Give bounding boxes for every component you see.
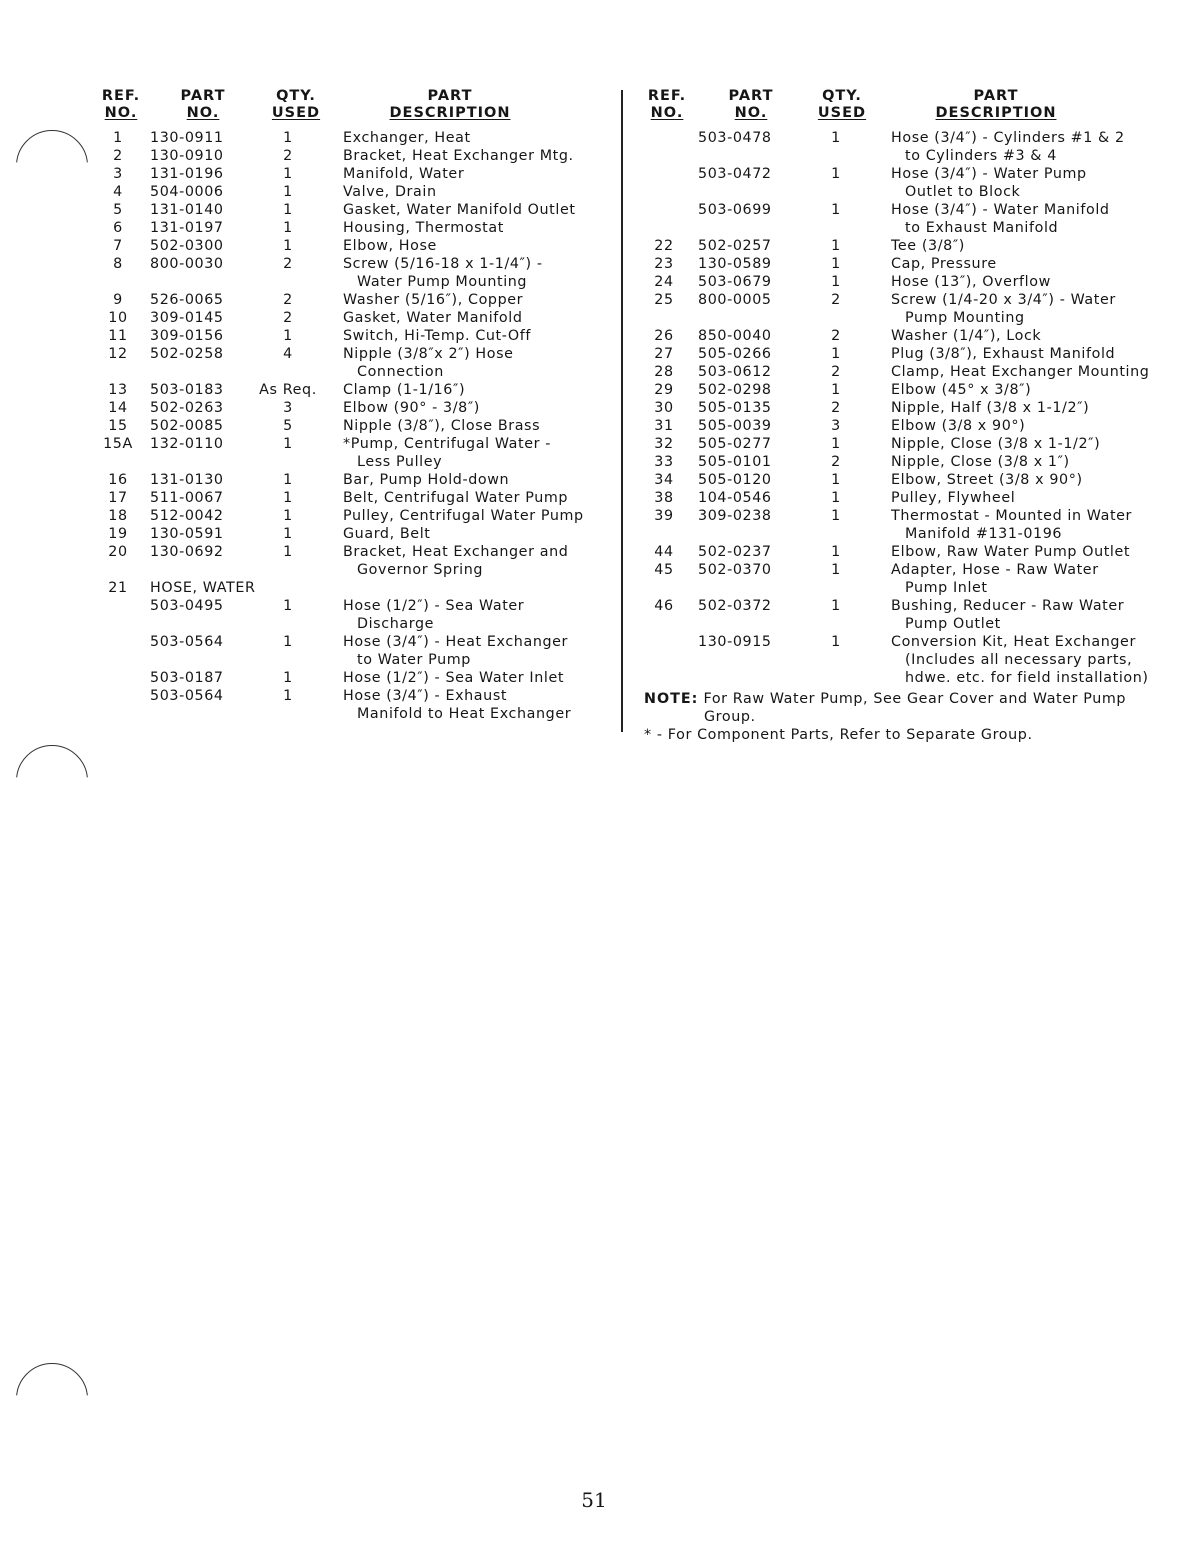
- table-row: [644, 166, 1174, 202]
- ref-no: 12: [108, 346, 128, 362]
- qty-used: 2: [831, 454, 841, 470]
- table-row: [644, 418, 1174, 436]
- qty-used: 1: [283, 526, 293, 542]
- qty-used: 2: [283, 256, 293, 272]
- qty-used: 1: [831, 508, 841, 524]
- ref-no: 4: [113, 184, 123, 200]
- header-qty: QTY. USED: [271, 88, 321, 121]
- part-no: 502-0257: [698, 238, 772, 254]
- ref-no: 9: [113, 292, 123, 308]
- part-description: Gasket, Water Manifold: [343, 310, 523, 326]
- part-no: 130-0911: [150, 130, 224, 146]
- rows-right: [644, 130, 1174, 688]
- ref-no: 15A: [103, 436, 133, 452]
- part-description-cont: hdwe. etc. for field installation): [905, 670, 1149, 686]
- part-description: Exchanger, Heat: [343, 130, 471, 146]
- ref-no: 30: [654, 400, 674, 416]
- part-description-cont: to Exhaust Manifold: [905, 220, 1059, 236]
- part-description: Clamp, Heat Exchanger Mounting: [891, 364, 1150, 380]
- table-row: [644, 292, 1174, 328]
- part-description: Tee (3/8″): [891, 238, 965, 254]
- ref-no: 39: [654, 508, 674, 524]
- table-row: [644, 130, 1174, 166]
- part-description: Pulley, Centrifugal Water Pump: [343, 508, 584, 524]
- part-no: 104-0546: [698, 490, 772, 506]
- qty-used: 1: [831, 256, 841, 272]
- qty-used: 1: [283, 436, 293, 452]
- part-no: 503-0564: [150, 634, 224, 650]
- part-no: 502-0370: [698, 562, 772, 578]
- qty-used: 1: [831, 544, 841, 560]
- qty-used: 1: [283, 238, 293, 254]
- part-no: 503-0183: [150, 382, 224, 398]
- part-no: 503-0187: [150, 670, 224, 686]
- ref-no: 24: [654, 274, 674, 290]
- qty-used: 1: [283, 508, 293, 524]
- ref-no: 18: [108, 508, 128, 524]
- table-row: [98, 382, 618, 400]
- table-row: [644, 382, 1174, 400]
- part-description: Elbow (90° - 3/8″): [343, 400, 480, 416]
- qty-used: As Req.: [259, 382, 317, 398]
- part-description-cont: Connection: [357, 364, 444, 380]
- part-no: 130-0915: [698, 634, 772, 650]
- qty-used: 1: [283, 202, 293, 218]
- qty-used: 1: [283, 688, 293, 704]
- part-no: 505-0266: [698, 346, 772, 362]
- part-description: Cap, Pressure: [891, 256, 997, 272]
- part-description: Hose (3/4″) - Water Pump: [891, 166, 1087, 182]
- table-row: [644, 508, 1174, 544]
- table-row: [98, 508, 618, 526]
- part-no: 503-0679: [698, 274, 772, 290]
- ref-no: 46: [654, 598, 674, 614]
- ref-no: 26: [654, 328, 674, 344]
- ref-no: 16: [108, 472, 128, 488]
- part-description: Hose (1/2″) - Sea Water: [343, 598, 525, 614]
- part-description-cont: Discharge: [357, 616, 435, 632]
- table-row: [98, 490, 618, 508]
- ref-no: 20: [108, 544, 128, 560]
- part-description: Gasket, Water Manifold Outlet: [343, 202, 576, 218]
- part-no: 505-0277: [698, 436, 772, 452]
- page-number: 51: [581, 1488, 607, 1512]
- parts-table-right: [644, 88, 1174, 744]
- part-description: Bushing, Reducer - Raw Water: [891, 598, 1125, 614]
- qty-used: 2: [831, 364, 841, 380]
- table-row: [644, 328, 1174, 346]
- qty-used: 2: [283, 148, 293, 164]
- qty-used: 1: [831, 382, 841, 398]
- part-description: Guard, Belt: [343, 526, 431, 542]
- part-no: 503-0478: [698, 130, 772, 146]
- table-row: [98, 310, 618, 328]
- qty-used: 2: [831, 328, 841, 344]
- part-description-cont: Pump Outlet: [905, 616, 1001, 632]
- punch-hole-top: [16, 130, 88, 202]
- qty-used: 1: [831, 634, 841, 650]
- table-row: [98, 292, 618, 310]
- ref-no: 2: [113, 148, 123, 164]
- part-description: Adapter, Hose - Raw Water: [891, 562, 1099, 578]
- part-description: Elbow, Street (3/8 x 90°): [891, 472, 1083, 488]
- part-no: 800-0005: [698, 292, 772, 308]
- part-description: Elbow, Hose: [343, 238, 437, 254]
- qty-used: 1: [831, 598, 841, 614]
- qty-used: 1: [283, 328, 293, 344]
- table-row: [98, 472, 618, 490]
- table-row: [644, 472, 1174, 490]
- qty-used: 1: [831, 472, 841, 488]
- qty-used: 1: [831, 274, 841, 290]
- ref-no: 17: [108, 490, 128, 506]
- part-no: 131-0197: [150, 220, 224, 236]
- header-description: PART DESCRIPTION: [389, 88, 511, 121]
- part-description: Hose (3/4″) - Heat Exchanger: [343, 634, 569, 650]
- table-row: [98, 688, 618, 724]
- part-description: Conversion Kit, Heat Exchanger: [891, 634, 1136, 650]
- qty-used: 2: [831, 400, 841, 416]
- ref-no: 29: [654, 382, 674, 398]
- part-description: Plug (3/8″), Exhaust Manifold: [891, 346, 1116, 362]
- header-ref: REF. NO.: [101, 88, 141, 121]
- table-row: [644, 364, 1174, 382]
- header-part-no: PART NO.: [728, 88, 774, 121]
- table-row: [644, 346, 1174, 364]
- table-row: [98, 580, 618, 598]
- part-no: 131-0140: [150, 202, 224, 218]
- ref-no: 15: [108, 418, 128, 434]
- part-no: 131-0196: [150, 166, 224, 182]
- table-header-right: [644, 88, 1174, 130]
- part-description: Washer (1/4″), Lock: [891, 328, 1042, 344]
- part-no: 503-0472: [698, 166, 772, 182]
- qty-used: 4: [283, 346, 293, 362]
- part-description-cont: Manifold to Heat Exchanger: [357, 706, 572, 722]
- part-description: Bar, Pump Hold-down: [343, 472, 510, 488]
- ref-no: 5: [113, 202, 123, 218]
- ref-no: 27: [654, 346, 674, 362]
- table-row: [98, 598, 618, 634]
- punch-hole-bottom: [16, 1363, 88, 1435]
- ref-no: 28: [654, 364, 674, 380]
- table-row: [644, 454, 1174, 472]
- qty-used: 1: [831, 490, 841, 506]
- note-label: NOTE:: [644, 691, 699, 707]
- table-row: [98, 526, 618, 544]
- part-description: Bracket, Heat Exchanger and: [343, 544, 569, 560]
- ref-no: 13: [108, 382, 128, 398]
- table-row: [644, 490, 1174, 508]
- ref-no: 44: [654, 544, 674, 560]
- part-no: 309-0238: [698, 508, 772, 524]
- part-no: 800-0030: [150, 256, 224, 272]
- part-no: 512-0042: [150, 508, 224, 524]
- footnote: * - For Component Parts, Refer to Separate Group.: [644, 727, 1033, 743]
- rows-left: [98, 130, 618, 724]
- part-no: 309-0156: [150, 328, 224, 344]
- part-no: 130-0589: [698, 256, 772, 272]
- table-row: [98, 166, 618, 184]
- part-description: Manifold, Water: [343, 166, 465, 182]
- qty-used: 1: [283, 490, 293, 506]
- part-no: 503-0612: [698, 364, 772, 380]
- table-row: [644, 256, 1174, 274]
- part-description-cont: Outlet to Block: [905, 184, 1021, 200]
- note-block: [644, 690, 1174, 744]
- part-no: 505-0120: [698, 472, 772, 488]
- ref-no: 10: [108, 310, 128, 326]
- part-description: Thermostat - Mounted in Water: [891, 508, 1133, 524]
- part-no: 511-0067: [150, 490, 224, 506]
- part-description: Washer (5/16″), Copper: [343, 292, 524, 308]
- part-description-cont: Less Pulley: [357, 454, 443, 470]
- part-no: 502-0298: [698, 382, 772, 398]
- punch-hole-middle: [16, 745, 88, 817]
- qty-used: 3: [283, 400, 293, 416]
- part-description: Nipple, Half (3/8 x 1-1/2″): [891, 400, 1090, 416]
- part-description: Clamp (1-1/16″): [343, 382, 466, 398]
- table-row: [98, 220, 618, 238]
- part-no: 505-0135: [698, 400, 772, 416]
- part-description: Pulley, Flywheel: [891, 490, 1016, 506]
- part-description: Screw (5/16-18 x 1-1/4″) -: [343, 256, 543, 272]
- part-no: 502-0085: [150, 418, 224, 434]
- table-row: [644, 238, 1174, 256]
- table-row: [98, 148, 618, 166]
- part-description: Screw (1/4-20 x 3/4″) - Water: [891, 292, 1116, 308]
- part-no: 132-0110: [150, 436, 224, 452]
- part-description: Hose (13″), Overflow: [891, 274, 1051, 290]
- part-no: 503-0699: [698, 202, 772, 218]
- part-no: 502-0237: [698, 544, 772, 560]
- table-row: [98, 634, 618, 670]
- qty-used: 1: [283, 598, 293, 614]
- qty-used: 5: [283, 418, 293, 434]
- note-text-cont: Group.: [704, 709, 756, 725]
- column-divider: [621, 90, 623, 732]
- table-row: [98, 346, 618, 382]
- qty-used: 1: [831, 346, 841, 362]
- table-row: [98, 256, 618, 292]
- part-description: Hose (1/2″) - Sea Water Inlet: [343, 670, 565, 686]
- part-description: Elbow (3/8 x 90°): [891, 418, 1026, 434]
- part-description-cont: Pump Mounting: [905, 310, 1025, 326]
- table-row: [644, 598, 1174, 634]
- part-description: Hose (3/4″) - Water Manifold: [891, 202, 1110, 218]
- table-header-left: [98, 88, 618, 130]
- table-row: [98, 328, 618, 346]
- qty-used: 1: [283, 184, 293, 200]
- qty-used: 1: [283, 670, 293, 686]
- part-no: 502-0263: [150, 400, 224, 416]
- table-row: [644, 436, 1174, 454]
- part-no: 505-0101: [698, 454, 772, 470]
- part-no: 130-0910: [150, 148, 224, 164]
- table-row: [644, 562, 1174, 598]
- ref-no: 22: [654, 238, 674, 254]
- ref-no: 25: [654, 292, 674, 308]
- qty-used: 3: [831, 418, 841, 434]
- part-description: Nipple, Close (3/8 x 1″): [891, 454, 1070, 470]
- ref-no: 7: [113, 238, 123, 254]
- qty-used: 1: [283, 220, 293, 236]
- qty-used: 2: [831, 292, 841, 308]
- part-no: 502-0372: [698, 598, 772, 614]
- table-row: [98, 670, 618, 688]
- part-description-cont: to Cylinders #3 & 4: [905, 148, 1057, 164]
- qty-used: 1: [831, 436, 841, 452]
- part-description: *Pump, Centrifugal Water -: [343, 436, 551, 452]
- qty-used: 1: [831, 562, 841, 578]
- header-qty: QTY. USED: [817, 88, 867, 121]
- qty-used: 1: [283, 634, 293, 650]
- part-description: Switch, Hi-Temp. Cut-Off: [343, 328, 532, 344]
- table-row: [644, 274, 1174, 292]
- qty-used: 2: [283, 310, 293, 326]
- part-description: Valve, Drain: [343, 184, 437, 200]
- ref-no: 8: [113, 256, 123, 272]
- part-no: 131-0130: [150, 472, 224, 488]
- ref-no: 45: [654, 562, 674, 578]
- part-no: 502-0300: [150, 238, 224, 254]
- part-description: Nipple (3/8″x 2″) Hose: [343, 346, 514, 362]
- part-no: 130-0692: [150, 544, 224, 560]
- ref-no: 6: [113, 220, 123, 236]
- ref-no: 11: [108, 328, 128, 344]
- part-no: 130-0591: [150, 526, 224, 542]
- ref-no: 19: [108, 526, 128, 542]
- note-text: For Raw Water Pump, See Gear Cover and Water Pump: [703, 691, 1127, 707]
- part-description-cont: Water Pump Mounting: [357, 274, 528, 290]
- table-row: [98, 436, 618, 472]
- qty-used: 1: [283, 472, 293, 488]
- part-no: 502-0258: [150, 346, 224, 362]
- header-part-no: PART NO.: [180, 88, 226, 121]
- table-row: [98, 238, 618, 256]
- part-description: Hose (3/4″) - Cylinders #1 & 2: [891, 130, 1125, 146]
- ref-no: 34: [654, 472, 674, 488]
- ref-no: 21: [108, 580, 128, 596]
- part-description-cont: Pump Inlet: [905, 580, 988, 596]
- table-row: [98, 400, 618, 418]
- ref-no: 38: [654, 490, 674, 506]
- qty-used: 1: [283, 166, 293, 182]
- part-no: 504-0006: [150, 184, 224, 200]
- header-ref: REF. NO.: [647, 88, 687, 121]
- part-no: 850-0040: [698, 328, 772, 344]
- part-description: Housing, Thermostat: [343, 220, 504, 236]
- part-description-cont: Manifold #131-0196: [905, 526, 1063, 542]
- ref-no: 31: [654, 418, 674, 434]
- qty-used: 1: [283, 130, 293, 146]
- ref-no: 14: [108, 400, 128, 416]
- part-no: 505-0039: [698, 418, 772, 434]
- table-row: [644, 202, 1174, 238]
- table-row: [98, 202, 618, 220]
- part-no: 503-0495: [150, 598, 224, 614]
- part-description: Elbow, Raw Water Pump Outlet: [891, 544, 1131, 560]
- qty-used: 1: [831, 130, 841, 146]
- part-description-cont: to Water Pump: [357, 652, 471, 668]
- parts-table-left: [98, 88, 618, 724]
- ref-no: 3: [113, 166, 123, 182]
- table-row: [98, 130, 618, 148]
- part-no: 526-0065: [150, 292, 224, 308]
- table-row: [644, 634, 1174, 688]
- qty-used: 1: [831, 238, 841, 254]
- part-description: Hose (3/4″) - Exhaust: [343, 688, 508, 704]
- qty-used: 1: [831, 202, 841, 218]
- part-description: Nipple, Close (3/8 x 1-1/2″): [891, 436, 1101, 452]
- part-description: Belt, Centrifugal Water Pump: [343, 490, 569, 506]
- qty-used: 1: [831, 166, 841, 182]
- table-row: [644, 544, 1174, 562]
- table-row: [644, 400, 1174, 418]
- part-description: Bracket, Heat Exchanger Mtg.: [343, 148, 574, 164]
- qty-used: 1: [283, 544, 293, 560]
- ref-no: 1: [113, 130, 123, 146]
- part-no: 309-0145: [150, 310, 224, 326]
- part-description: Elbow (45° x 3/8″): [891, 382, 1032, 398]
- ref-no: 33: [654, 454, 674, 470]
- ref-no: 23: [654, 256, 674, 272]
- qty-used: 2: [283, 292, 293, 308]
- part-no: HOSE, WATER: [150, 580, 256, 596]
- part-description-cont: (Includes all necessary parts,: [905, 652, 1133, 668]
- ref-no: 32: [654, 436, 674, 452]
- table-row: [98, 184, 618, 202]
- header-description: PART DESCRIPTION: [935, 88, 1057, 121]
- part-description: Nipple (3/8″), Close Brass: [343, 418, 541, 434]
- table-row: [98, 544, 618, 580]
- part-no: 503-0564: [150, 688, 224, 704]
- part-description-cont: Governor Spring: [357, 562, 484, 578]
- table-row: [98, 418, 618, 436]
